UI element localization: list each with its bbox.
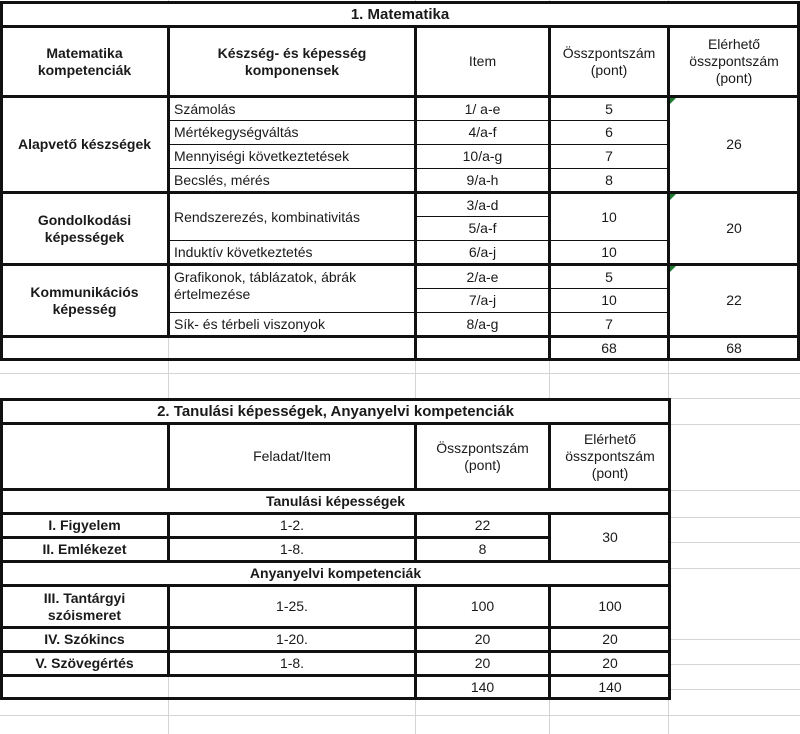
header-max-score: Elérhető összpontszám (pont) [550, 424, 670, 490]
max-score-cell [669, 193, 799, 265]
score-cell: 22 [416, 514, 550, 538]
max-score-cell [669, 265, 799, 337]
item-cell: 9/a-h [416, 169, 550, 193]
component-cell: Mértékegységváltás [169, 121, 416, 145]
score-cell: 7 [550, 313, 669, 337]
header-item: Item [416, 27, 550, 97]
row-name: V. Szövegértés [2, 652, 169, 676]
header-competence: Matematika kompetenciák [2, 27, 169, 97]
group-name: Alapvető készségek [2, 97, 169, 193]
total-score: 140 [416, 676, 550, 699]
score-cell: 10 [550, 289, 669, 313]
learning-table-title: 2. Tanulási képességek, Anyanyelvi kompetenciák [2, 400, 670, 424]
comment-marker-icon[interactable] [670, 194, 676, 200]
score-cell: 20 [416, 628, 550, 652]
score-cell: 5 [550, 97, 669, 121]
total-max-score: 140 [550, 676, 670, 699]
score-cell: 5 [550, 265, 669, 289]
gridline [0, 373, 800, 374]
comment-marker-icon[interactable] [670, 98, 676, 104]
item-cell: 3/a-d [416, 193, 550, 217]
score-cell: 20 [416, 652, 550, 676]
max-score-cell: 20 [550, 628, 670, 652]
item-cell: 5/a-f [416, 217, 550, 241]
component-cell: Rendszerezés, kombinativitás [169, 193, 416, 241]
gridline [0, 715, 800, 716]
group-max-score: 30 [550, 514, 670, 562]
score-cell: 8 [550, 169, 669, 193]
task-cell: 1-2. [169, 514, 416, 538]
comment-marker-icon[interactable] [670, 266, 676, 272]
header-max-score: Elérhető összpontszám (pont) [669, 27, 799, 97]
group-name: Kommunikációs képesség [2, 265, 169, 337]
total-label-cell [2, 337, 169, 360]
item-cell: 10/a-g [416, 145, 550, 169]
header-score: Összpontszám (pont) [550, 27, 669, 97]
header-score: Összpontszám (pont) [416, 424, 550, 490]
total-label-cell [2, 676, 169, 699]
component-cell: Számolás [169, 97, 416, 121]
component-cell: Induktív következtetés [169, 241, 416, 265]
item-cell: 8/a-g [416, 313, 550, 337]
max-score-value: 22 [726, 292, 742, 308]
total-item-cell [416, 337, 550, 360]
header-blank [2, 424, 169, 490]
math-table-title: 1. Matematika [2, 3, 799, 27]
component-cell: Grafikonok, táblázatok, ábrák értelmezése [169, 265, 416, 313]
total-max-score: 68 [669, 337, 799, 360]
item-cell: 1/ a-e [416, 97, 550, 121]
section-title: Tanulási képességek [2, 490, 670, 514]
header-task: Feladat/Item [169, 424, 416, 490]
row-name: I. Figyelem [2, 514, 169, 538]
max-score-value: 26 [726, 136, 742, 152]
component-cell: Mennyiségi következtetések [169, 145, 416, 169]
score-cell: 10 [550, 193, 669, 241]
total-score: 68 [550, 337, 669, 360]
task-cell: 1-25. [169, 586, 416, 628]
component-cell: Becslés, mérés [169, 169, 416, 193]
header-component: Készség- és képesség komponensek [169, 27, 416, 97]
max-score-cell: 100 [550, 586, 670, 628]
task-cell: 1-20. [169, 628, 416, 652]
section-title: Anyanyelvi kompetenciák [2, 562, 670, 586]
score-cell: 6 [550, 121, 669, 145]
row-name: II. Emlékezet [2, 538, 169, 562]
score-cell: 100 [416, 586, 550, 628]
item-cell: 4/a-f [416, 121, 550, 145]
total-blank-cell [169, 676, 416, 699]
learning-table [1, 399, 670, 699]
max-score-cell: 20 [550, 652, 670, 676]
task-cell: 1-8. [169, 652, 416, 676]
score-cell: 8 [416, 538, 550, 562]
max-score-cell [669, 97, 799, 193]
item-cell: 2/a-e [416, 265, 550, 289]
max-score-value: 20 [726, 220, 742, 236]
task-cell: 1-8. [169, 538, 416, 562]
score-cell: 7 [550, 145, 669, 169]
item-cell: 6/a-j [416, 241, 550, 265]
total-blank-cell [169, 337, 416, 360]
component-cell: Sík- és térbeli viszonyok [169, 313, 416, 337]
row-name: III. Tantárgyi szóismeret [2, 586, 169, 628]
row-name: IV. Szókincs [2, 628, 169, 652]
score-cell: 10 [550, 241, 669, 265]
item-cell: 7/a-j [416, 289, 550, 313]
math-table [1, 2, 799, 360]
group-name: Gondolkodási képességek [2, 193, 169, 265]
